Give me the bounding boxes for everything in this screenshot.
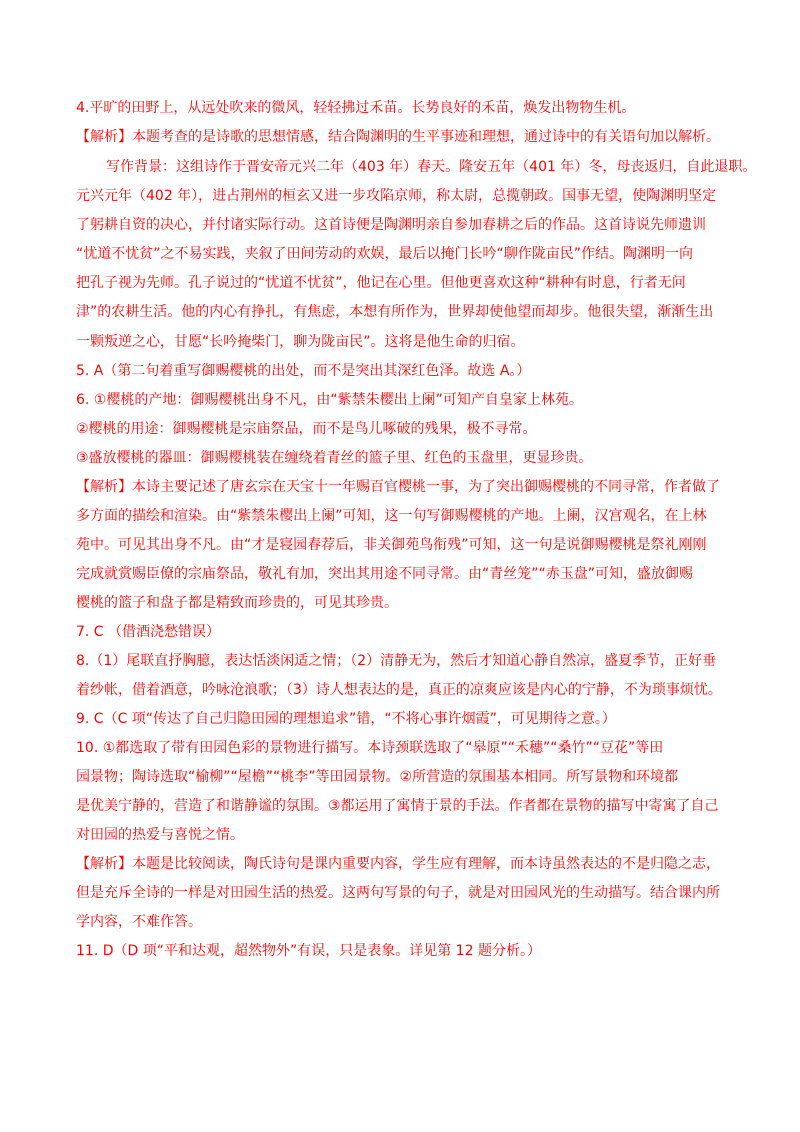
answer-5-line: 5. A（第二句着重写御赐樱桃的出处，而不是突出其深红色泽。故选 A。）	[76, 363, 531, 379]
answer-10-line-2: 园景物；陶诗选取“榆柳”“屋檐”“桃李”等田园景物。②所营造的氛围基本相同。所写景物和环境都	[76, 769, 679, 785]
analysis-6-line-5: 樱桃的篮子和盘子都是精致而珍贵的，可见其珍贵。	[76, 595, 398, 611]
background-line-3: 了躬耕自资的决心，并付诸实际行动。这首诗便是陶渊明亲自参加春耕之后的作品。这首诗说先师遗训	[76, 217, 706, 233]
background-line-1: 写作背景：这组诗作于晋安帝元兴二年（403 年）春天。隆安五年（401 年）冬，母丧返归，自此退职。	[106, 159, 757, 175]
analysis-10-line-1: 【解析】本题是比较阅读，陶氏诗句是课内重要内容，学生应有理解，而本诗虽然表达的不是归隐之志，	[76, 856, 720, 872]
answer-6-line-2: ②樱桃的用途：御赐樱桃是宗庙祭品，而不是鸟儿啄破的残果，极不寻常。	[76, 421, 537, 437]
answer-8-line-1: 8.（1）尾联直抒胸臆，表达恬淡闲适之情；（2）清静无为，然后才知道心静自然凉，盛夏季节，正好垂	[76, 653, 717, 669]
answer-7-line: 7. C （借酒浇愁错误）	[76, 624, 221, 640]
answer-8-line-2: 着纱帐，借着酒意，吟咏沧浪歌；（3）诗人想表达的是，真正的凉爽应该是内心的宁静，不为琐事烦忧。	[76, 682, 722, 698]
answer-10-line-3: 是优美宁静的，营造了和谐静谧的氛围。③都运用了寓情于景的手法。作者都在景物的描写中寄寓了自己	[76, 798, 719, 814]
analysis-6-line-1: 【解析】本诗主要记述了唐玄宗在天宝十一年赐百官樱桃一事，为了突出御赐樱桃的不同寻常，作者做了	[76, 479, 720, 495]
analysis-10-line-2: 但是充斥全诗的一样是对田园生活的热爱。这两句写景的句子，就是对田园风光的生动描写。结合课内所	[76, 885, 720, 901]
background-line-2: 元兴元年（402 年），进占荆州的桓玄又进一步攻陷京师，称太尉，总揽朝政。国事无望，使陶渊明坚定	[76, 188, 717, 204]
background-line-7: 一颗叛逆之心，甘愿“长吟掩柴门，聊为陇亩民”。这将是他生命的归宿。	[76, 334, 525, 350]
analysis-6-line-4: 完成就赏赐臣僚的宗庙祭品，敬礼有加，突出其用途不同寻常。由“青丝笼”“赤玉盘”可知，盛放御赐	[76, 566, 694, 582]
answer-9-line: 9. C（C 项“传达了自己归隐田园的理想追求”错，“不将心事许烟霞”，可见期待之意。）	[76, 711, 616, 727]
answer-6-line-3: ③盛放樱桃的器皿：御赐樱桃装在缠绕着青丝的篮子里、红色的玉盘里，更显珍贵。	[76, 450, 593, 466]
answer-10-line-1: 10. ①都选取了带有田园色彩的景物进行描写。本诗颈联选取了“皋原”“禾穗”“桑竹”“豆花”等田	[76, 740, 664, 756]
background-line-5: 把孔子视为先师。孔子说过的“忧道不忧贫”，他记在心里。但他更喜欢这种“耕种有时息，行者无问	[76, 275, 686, 291]
analysis-10-line-3: 学内容，不难作答。	[76, 914, 202, 930]
background-line-6: 津”的农耕生活。他的内心有挣扎，有焦虑，本想有所作为，世界却使他望而却步。他很失望，渐渐生出	[76, 304, 714, 320]
analysis-6-line-3: 苑中。可见其出身不凡。由“才是寝园春荐后，非关御苑鸟衔残”可知，这一句是说御赐樱桃是祭礼刚刚	[76, 537, 707, 553]
analysis-4-line: 【解析】本题考查的是诗歌的思想情感，结合陶渊明的生平事迹和理想，通过诗中的有关语句加以解析。	[76, 129, 720, 145]
analysis-6-line-2: 多方面的描绘和渲染。由“紫禁朱樱出上阑”可知，这一句写御赐樱桃的产地。上阑，汉宫观名，在上林	[76, 508, 707, 524]
answer-4-line: 4.平旷的田野上，从远处吹来的微风，轻轻拂过禾苗。长势良好的禾苗，焕发出物物生机。	[76, 100, 636, 116]
answer-10-line-4: 对田园的热爱与喜悦之情。	[76, 827, 244, 843]
background-line-4: “忧道不忧贫”之不易实践，夹叙了田间劳动的欢娱，最后以掩门长吟“聊作陇亩民”作结。陶渊明一向	[76, 246, 694, 262]
answer-11-line: 11. D（D 项“平和达观，超然物外”有误，只是表象。详见第 12 题分析。）	[76, 943, 541, 959]
answer-6-line-1: 6. ①樱桃的产地：御赐樱桃出身不凡，由“紫禁朱樱出上阑”可知产自皇家上林苑。	[76, 392, 583, 408]
